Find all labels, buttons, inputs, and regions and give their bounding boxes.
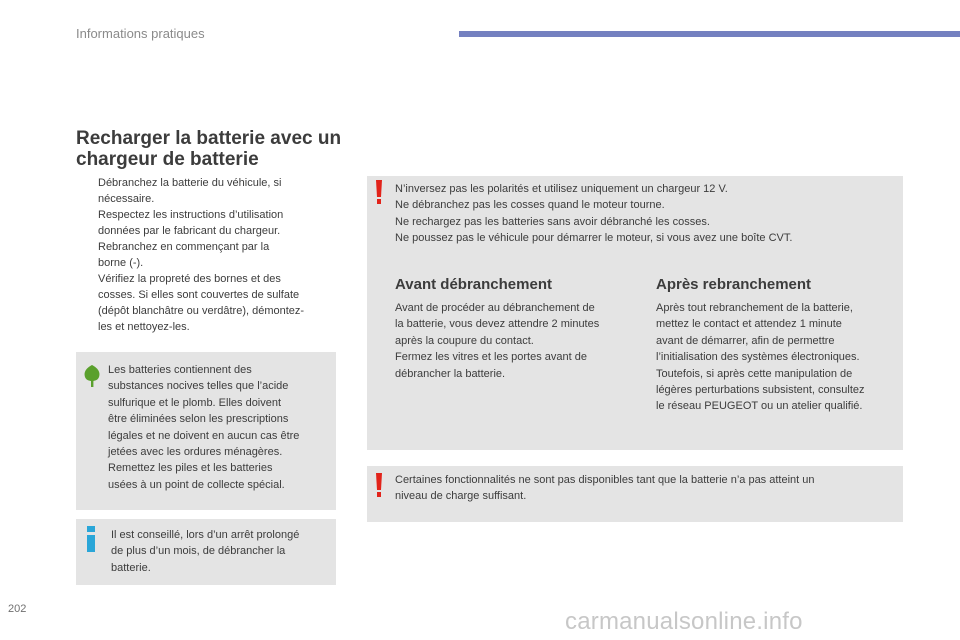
step-line: Respectez les instructions d’utilisation bbox=[98, 209, 284, 221]
info-note-text bbox=[111, 527, 331, 576]
exclamation-icon bbox=[373, 472, 385, 498]
eco-line: jetées avec les ordures ménagères. bbox=[108, 446, 283, 459]
eco-line: sulfurique et le plomb. Elles doivent bbox=[108, 396, 282, 409]
before-line: Fermez les vitres et les portes avant de bbox=[395, 351, 587, 364]
environment-note-text bbox=[108, 362, 330, 493]
step-line: cosses. Si elles sont couvertes de sulfate bbox=[98, 289, 300, 301]
warning-line: Ne rechargez pas les batteries sans avoir débranché les cosses. bbox=[395, 215, 710, 228]
after-line: le réseau PEUGEOT ou un atelier qualifié. bbox=[656, 400, 863, 413]
step-line: borne (-). bbox=[98, 257, 144, 269]
info-line: Il est conseillé, lors d’un arrêt prolongé bbox=[111, 529, 300, 541]
warning-line: Ne débranchez pas les cosses quand le moteur tourne. bbox=[395, 199, 665, 212]
warning-small-line: Certaines fonctionnalités ne sont pas disponibles tant que la batterie n’a pas atteint un bbox=[395, 474, 815, 486]
eco-line: usées à un point de collecte spécial. bbox=[108, 478, 285, 491]
step-line: Rebranchez en commençant par la bbox=[98, 241, 270, 253]
header-accent-bar bbox=[459, 31, 960, 37]
step-line: Débranchez la batterie du véhicule, si bbox=[98, 177, 282, 189]
eco-line: Les batteries contiennent des bbox=[108, 364, 252, 376]
step-line: les et nettoyez-les. bbox=[98, 321, 190, 333]
eco-line: être éliminées selon les prescriptions bbox=[108, 413, 289, 426]
step-item bbox=[76, 271, 338, 335]
before-line: la batterie, vous devez attendre 2 minutes bbox=[395, 318, 600, 331]
warning-text bbox=[395, 181, 895, 247]
step-item bbox=[76, 175, 338, 207]
info-note-box bbox=[76, 519, 336, 585]
after-reconnect-text bbox=[656, 300, 900, 415]
before-line: débrancher la batterie. bbox=[395, 367, 506, 380]
after-line: avant de démarrer, afin de permettre bbox=[656, 334, 835, 347]
info-line: de plus d’un mois, de débrancher la bbox=[111, 545, 286, 558]
page-header-title: Informations pratiques bbox=[76, 26, 205, 41]
step-item bbox=[76, 207, 338, 239]
step-item bbox=[76, 239, 338, 271]
info-line: batterie. bbox=[111, 561, 151, 574]
eco-line: substances nocives telles que l’acide bbox=[108, 380, 289, 393]
step-line: données par le fabricant du chargeur. bbox=[98, 225, 281, 237]
step-line: Vérifiez la propreté des bornes et des bbox=[98, 273, 281, 285]
warning-line: Ne poussez pas le véhicule pour démarrer le moteur, si vous avez une boîte CVT. bbox=[395, 232, 793, 245]
exclamation-icon bbox=[373, 179, 385, 205]
eco-line: légales et ne doivent en aucun cas être bbox=[108, 429, 300, 442]
step-line: nécessaire. bbox=[98, 193, 155, 205]
warning-box bbox=[367, 176, 903, 450]
info-icon bbox=[85, 525, 97, 553]
step-line: (dépôt blanchâtre ou verdâtre), démontez- bbox=[98, 305, 305, 317]
after-line: Toutefois, si après cette manipulation de bbox=[656, 367, 853, 380]
leaf-icon bbox=[82, 364, 102, 388]
after-line: légères perturbations subsistent, consultez bbox=[656, 384, 865, 397]
page-number: 202 bbox=[8, 603, 27, 615]
warning-box-small bbox=[367, 466, 903, 522]
warning-small-text bbox=[395, 472, 895, 505]
after-line: mettez le contact et attendez 1 minute bbox=[656, 318, 842, 331]
before-line: Avant de procéder au débranchement de bbox=[395, 302, 595, 314]
after-line: l’initialisation des systèmes électroniques. bbox=[656, 351, 860, 364]
watermark: carmanualsonline.info bbox=[565, 608, 803, 635]
before-disconnect-title: Avant débranchement bbox=[395, 276, 552, 293]
section-title: Recharger la batterie avec un chargeur de batterie bbox=[76, 128, 342, 170]
eco-line: Remettez les piles et les batteries bbox=[108, 462, 273, 475]
after-reconnect-title: Après rebranchement bbox=[656, 276, 812, 293]
environment-note-box bbox=[76, 352, 336, 510]
before-line: après la coupure du contact. bbox=[395, 334, 534, 347]
warning-small-line: niveau de charge suffisant. bbox=[395, 490, 527, 503]
before-disconnect-text bbox=[395, 300, 627, 382]
warning-line: N’inversez pas les polarités et utilisez uniquement un chargeur 12 V. bbox=[395, 183, 728, 195]
after-line: Après tout rebranchement de la batterie, bbox=[656, 302, 853, 314]
steps-list bbox=[76, 175, 338, 335]
